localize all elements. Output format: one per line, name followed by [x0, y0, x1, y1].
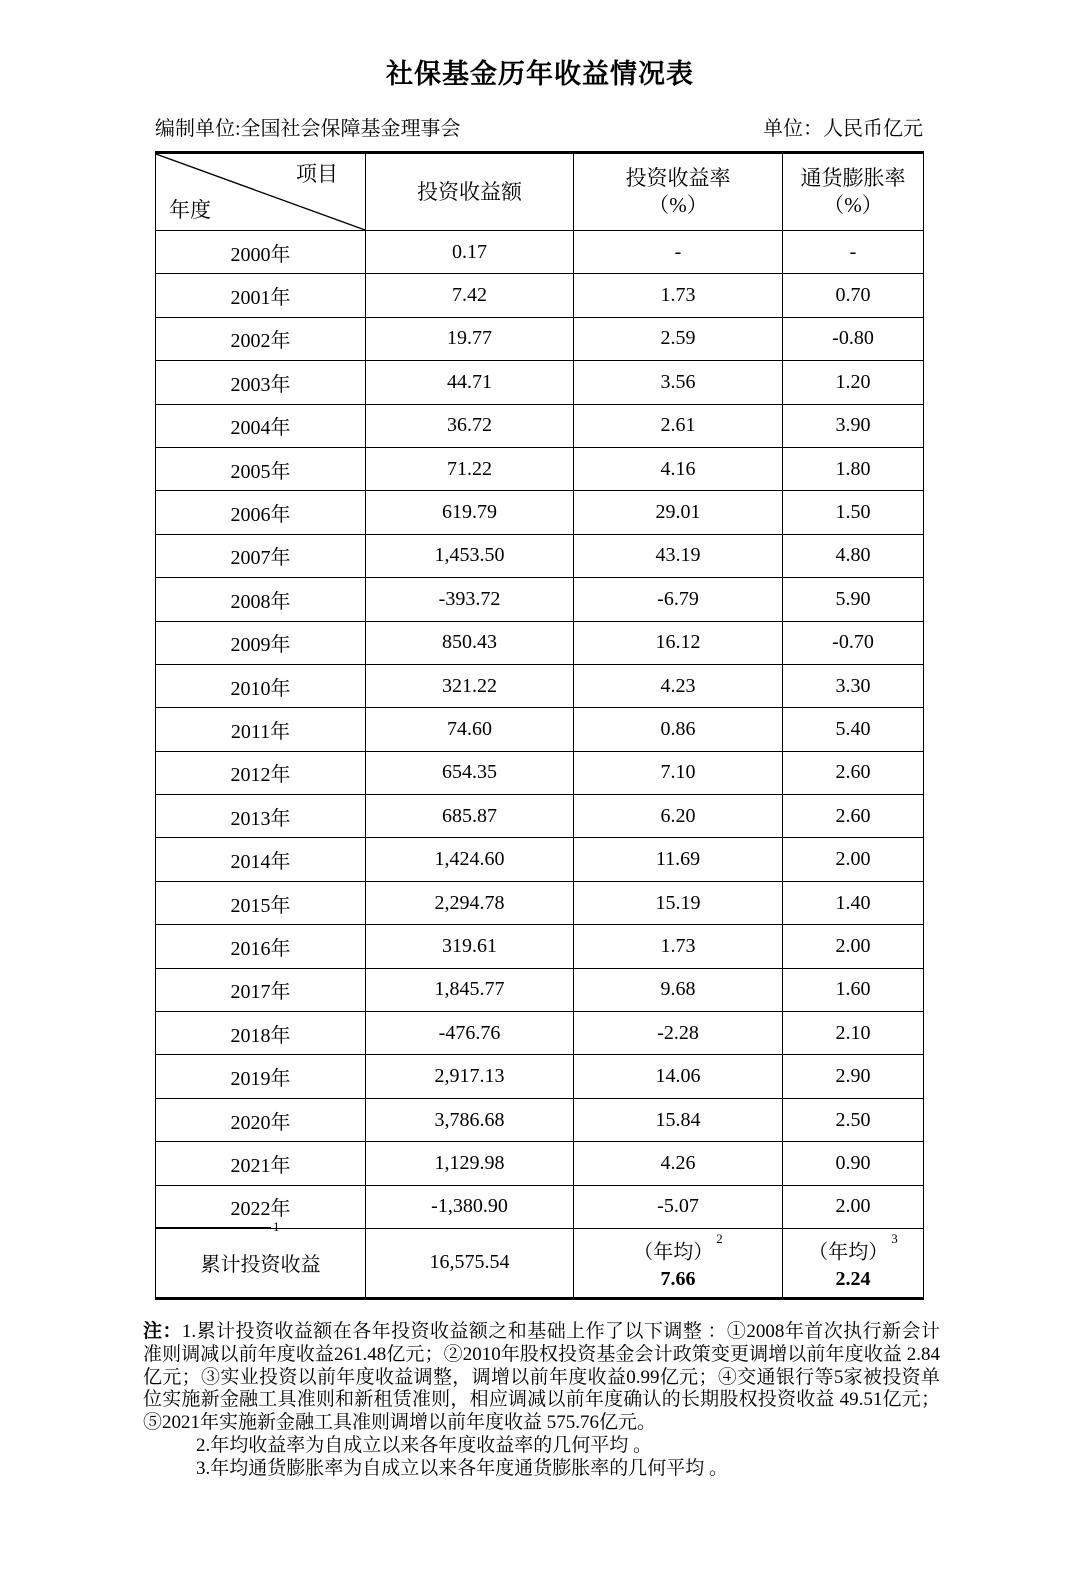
summary-inflation-avg-label: （年均）$^3$: [808, 1231, 898, 1264]
rate-cell: 4.23: [574, 664, 783, 707]
inflation-cell: 5.40: [783, 708, 924, 751]
year-cell: 2008年: [156, 578, 366, 621]
table-row: [156, 664, 924, 707]
rate-cell: 2.59: [574, 317, 783, 360]
meta-row: [155, 117, 923, 141]
year-cell: 2010年: [156, 664, 366, 707]
table-row: [156, 838, 924, 881]
header-row: [156, 153, 924, 231]
rate-cell: 15.19: [574, 881, 783, 924]
footnote-marker-1: 1: [273, 1218, 280, 1234]
amount-cell: 321.22: [366, 664, 574, 707]
year-cell: 2013年: [156, 795, 366, 838]
year-cell: 2014年: [156, 838, 366, 881]
rate-cell: 43.19: [574, 534, 783, 577]
rate-cell: 1.73: [574, 925, 783, 968]
rate-cell: 29.01: [574, 491, 783, 534]
footnote-1-text: 1.累计投资收益额在各年投资收益额之和基础上作了以下调整 ：①2008年首次执行新会计准则调减以前年度收益261.48亿元；②2010年股权投资基金会计政策变更调增以前年度收益 2.84亿元；③实业投资以前年度收益调整，调增以前年度收益0.99亿元；④交通银行等5家被投资单位实施新金融工具准则和新租赁准则，相应调减以前年度确认的长期股权投资收益 49.51亿元；⑤2021年实施新金融工具准则调增以前年度收益 575.76亿元。: [143, 1320, 940, 1434]
inflation-cell: 3.90: [783, 404, 924, 447]
year-cell: 2005年: [156, 447, 366, 490]
amount-cell: 619.79: [366, 491, 574, 534]
amount-cell: 74.60: [366, 708, 574, 751]
column-header-inflation-unit: （%）: [823, 193, 883, 217]
returns-table: [155, 151, 924, 1300]
rate-cell: 16.12: [574, 621, 783, 664]
footnote-marker-2: 2: [716, 1231, 723, 1247]
inflation-cell: 2.50: [783, 1098, 924, 1141]
table-row: [156, 317, 924, 360]
amount-cell: -1,380.90: [366, 1185, 574, 1228]
table-row: [156, 404, 924, 447]
summary-label: 累计投资收益: [200, 1254, 321, 1277]
footnote-2: 2.年均收益率为自成立以来各年度收益率的几何平均 。: [196, 1434, 653, 1456]
summary-amount-cell: 16,575.54: [366, 1228, 574, 1298]
amount-cell: 1,129.98: [366, 1142, 574, 1185]
footnote-marker-3: 3: [891, 1231, 898, 1247]
footnote-3: 3.年均通货膨胀率为自成立以来各年度通货膨胀率的几何平均 。: [196, 1457, 729, 1479]
table-row: [156, 925, 924, 968]
rate-cell: 2.61: [574, 404, 783, 447]
year-cell: 2001年: [156, 274, 366, 317]
column-header-amount-label: 投资收益额: [417, 179, 522, 204]
table-row: [156, 447, 924, 490]
year-cell: 2003年: [156, 361, 366, 404]
inflation-cell: 0.90: [783, 1142, 924, 1185]
amount-cell: 1,424.60: [366, 838, 574, 881]
table-row: [156, 231, 924, 274]
year-cell: 2018年: [156, 1012, 366, 1055]
table-row: [156, 491, 924, 534]
table-row: [156, 621, 924, 664]
corner-label-year: 年度: [169, 198, 211, 222]
inflation-cell: 2.10: [783, 1012, 924, 1055]
table-row: [156, 708, 924, 751]
column-header-inflation-label: 通货膨胀率: [800, 166, 906, 190]
table-row: [156, 361, 924, 404]
year-cell: 2002年: [156, 317, 366, 360]
inflation-cell: -0.80: [783, 317, 924, 360]
amount-cell: -393.72: [366, 578, 574, 621]
table-row: [156, 534, 924, 577]
inflation-cell: 2.90: [783, 1055, 924, 1098]
amount-cell: 685.87: [366, 795, 574, 838]
inflation-cell: 3.30: [783, 664, 924, 707]
rate-cell: 7.10: [574, 751, 783, 794]
year-cell: 2017年: [156, 968, 366, 1011]
amount-cell: -476.76: [366, 1012, 574, 1055]
inflation-cell: 1.40: [783, 881, 924, 924]
document-page: [0, 58, 1080, 1585]
amount-cell: 850.43: [366, 621, 574, 664]
rate-cell: 0.86: [574, 708, 783, 751]
summary-rate-avg-label: （年均）$^2$: [633, 1231, 723, 1264]
amount-cell: 7.42: [366, 274, 574, 317]
rate-cell: 9.68: [574, 968, 783, 1011]
year-cell: 2004年: [156, 404, 366, 447]
inflation-cell: 2.00: [783, 838, 924, 881]
inflation-cell: 2.00: [783, 1185, 924, 1228]
table-row: [156, 881, 924, 924]
inflation-cell: 1.60: [783, 968, 924, 1011]
table-row: [156, 274, 924, 317]
column-header-rate-label: 投资收益率: [625, 166, 731, 190]
table-row: [156, 751, 924, 794]
amount-cell: 1,453.50: [366, 534, 574, 577]
year-cell: 2009年: [156, 621, 366, 664]
table-row: [156, 795, 924, 838]
year-cell: 2020年: [156, 1098, 366, 1141]
corner-header-cell: [156, 153, 366, 231]
amount-cell: 654.35: [366, 751, 574, 794]
summary-rate-cell: [574, 1228, 783, 1298]
corner-label-item: 项目: [296, 162, 338, 186]
year-cell: 2000年: [156, 231, 366, 274]
rate-cell: -6.79: [574, 578, 783, 621]
rate-cell: -2.28: [574, 1012, 783, 1055]
page-title: 社保基金历年收益情况表: [386, 59, 694, 89]
amount-cell: 3,786.68: [366, 1098, 574, 1141]
rate-cell: -: [574, 231, 783, 274]
amount-cell: 44.71: [366, 361, 574, 404]
rate-cell: 11.69: [574, 838, 783, 881]
amount-cell: 319.61: [366, 925, 574, 968]
column-header-rate: [574, 153, 783, 231]
year-cell: 2021年: [156, 1142, 366, 1185]
inflation-cell: 4.80: [783, 534, 924, 577]
prepared-by-label: 编制单位:全国社会保障基金理事会: [155, 118, 461, 140]
column-header-amount: [366, 153, 574, 231]
table-row: [156, 578, 924, 621]
table-row: [156, 1142, 924, 1185]
inflation-cell: 0.70: [783, 274, 924, 317]
summary-inflation-value: 2.24: [835, 1267, 871, 1290]
amount-cell: 0.17: [366, 231, 574, 274]
footnote-1: [143, 1321, 940, 1435]
inflation-cell: -0.70: [783, 621, 924, 664]
inflation-cell: 1.50: [783, 491, 924, 534]
rate-cell: 6.20: [574, 795, 783, 838]
year-cell: 2007年: [156, 534, 366, 577]
table-body: [156, 231, 924, 1229]
year-cell: 2006年: [156, 491, 366, 534]
year-cell: 2022年: [156, 1185, 366, 1228]
rate-cell: 4.16: [574, 447, 783, 490]
year-cell: 2015年: [156, 881, 366, 924]
year-cell: 2016年: [156, 925, 366, 968]
amount-cell: 71.22: [366, 447, 574, 490]
amount-cell: 1,845.77: [366, 968, 574, 1011]
summary-inflation-cell: [783, 1228, 924, 1298]
amount-cell: 2,917.13: [366, 1055, 574, 1098]
summary-rate-value: 7.66: [660, 1267, 696, 1290]
table-row: [156, 1055, 924, 1098]
inflation-cell: -: [783, 231, 924, 274]
rate-cell: -5.07: [574, 1185, 783, 1228]
column-header-rate-unit: （%）: [648, 193, 708, 217]
inflation-cell: 2.60: [783, 795, 924, 838]
footnotes: [143, 1321, 940, 1481]
rate-cell: 4.26: [574, 1142, 783, 1185]
table-row: [156, 1012, 924, 1055]
unit-label: 单位：人民币亿元: [763, 118, 923, 140]
column-header-inflation: [783, 153, 924, 231]
inflation-cell: 2.60: [783, 751, 924, 794]
rate-cell: 1.73: [574, 274, 783, 317]
inflation-cell: 2.00: [783, 925, 924, 968]
amount-cell: 36.72: [366, 404, 574, 447]
summary-label-cell: [156, 1218, 366, 1298]
rate-cell: 14.06: [574, 1055, 783, 1098]
inflation-cell: 1.20: [783, 361, 924, 404]
table-row: [156, 1185, 924, 1228]
year-cell: 2019年: [156, 1055, 366, 1098]
year-cell: 2011年: [156, 708, 366, 751]
year-cell: 2012年: [156, 751, 366, 794]
notes-label: 注：: [143, 1320, 182, 1342]
rate-cell: 15.84: [574, 1098, 783, 1141]
table-row: [156, 968, 924, 1011]
summary-row: [156, 1228, 924, 1298]
inflation-cell: 1.80: [783, 447, 924, 490]
table-row: [156, 1098, 924, 1141]
amount-cell: 19.77: [366, 317, 574, 360]
rate-cell: 3.56: [574, 361, 783, 404]
inflation-cell: 5.90: [783, 578, 924, 621]
amount-cell: 2,294.78: [366, 881, 574, 924]
